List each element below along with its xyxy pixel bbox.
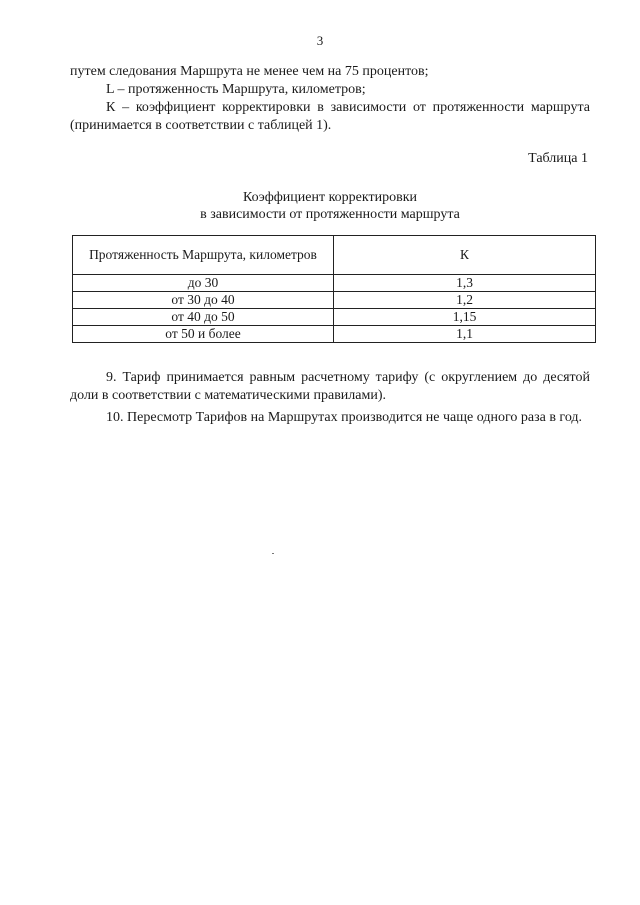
table-cell-coefficient: 1,15 — [334, 309, 596, 326]
table-row — [73, 309, 596, 326]
table-cell-length: от 50 и более — [73, 326, 334, 343]
paragraph-item-9: 9. Тариф принимается равным расчетному тарифу (с округлением до десятой доли в соответствии с математическими правилами). — [70, 370, 590, 403]
table-row — [73, 275, 596, 292]
header-length: Протяженность Маршрута, километров — [73, 236, 334, 275]
table-title-line1: Коэффициент корректировки — [242, 190, 418, 205]
table-cell-coefficient: 1,2 — [334, 292, 596, 309]
scan-speck — [272, 553, 274, 554]
table-cell-coefficient: 1,3 — [334, 275, 596, 292]
paragraph-coefficient-definition: К – коэффициент корректировки в зависимости от протяженности маршрута (принимается в соответствии с таблицей 1). — [70, 100, 590, 133]
table-cell-coefficient: 1,1 — [334, 326, 596, 343]
table-row — [73, 326, 596, 343]
paragraph-length-definition: L – протяженность Маршрута, километров; — [106, 82, 366, 97]
table-cell-length: до 30 — [73, 275, 334, 292]
paragraph-item-10: 10. Пересмотр Тарифов на Маршрутах производится не чаще одного раза в год. — [106, 410, 583, 425]
coefficient-table — [72, 235, 596, 343]
page-number: 3 — [316, 33, 324, 48]
table-cell-length: от 30 до 40 — [73, 292, 334, 309]
paragraph-route-coverage: путем следования Маршрута не менее чем на 75 процентов; — [70, 64, 429, 79]
table-row — [73, 292, 596, 309]
table-title-line2: в зависимости от протяженности маршрута — [200, 207, 460, 222]
table-header-row — [73, 236, 596, 275]
table-cell-length: от 40 до 50 — [73, 309, 334, 326]
table-caption: Таблица 1 — [528, 151, 588, 166]
header-coefficient: К — [334, 236, 596, 275]
